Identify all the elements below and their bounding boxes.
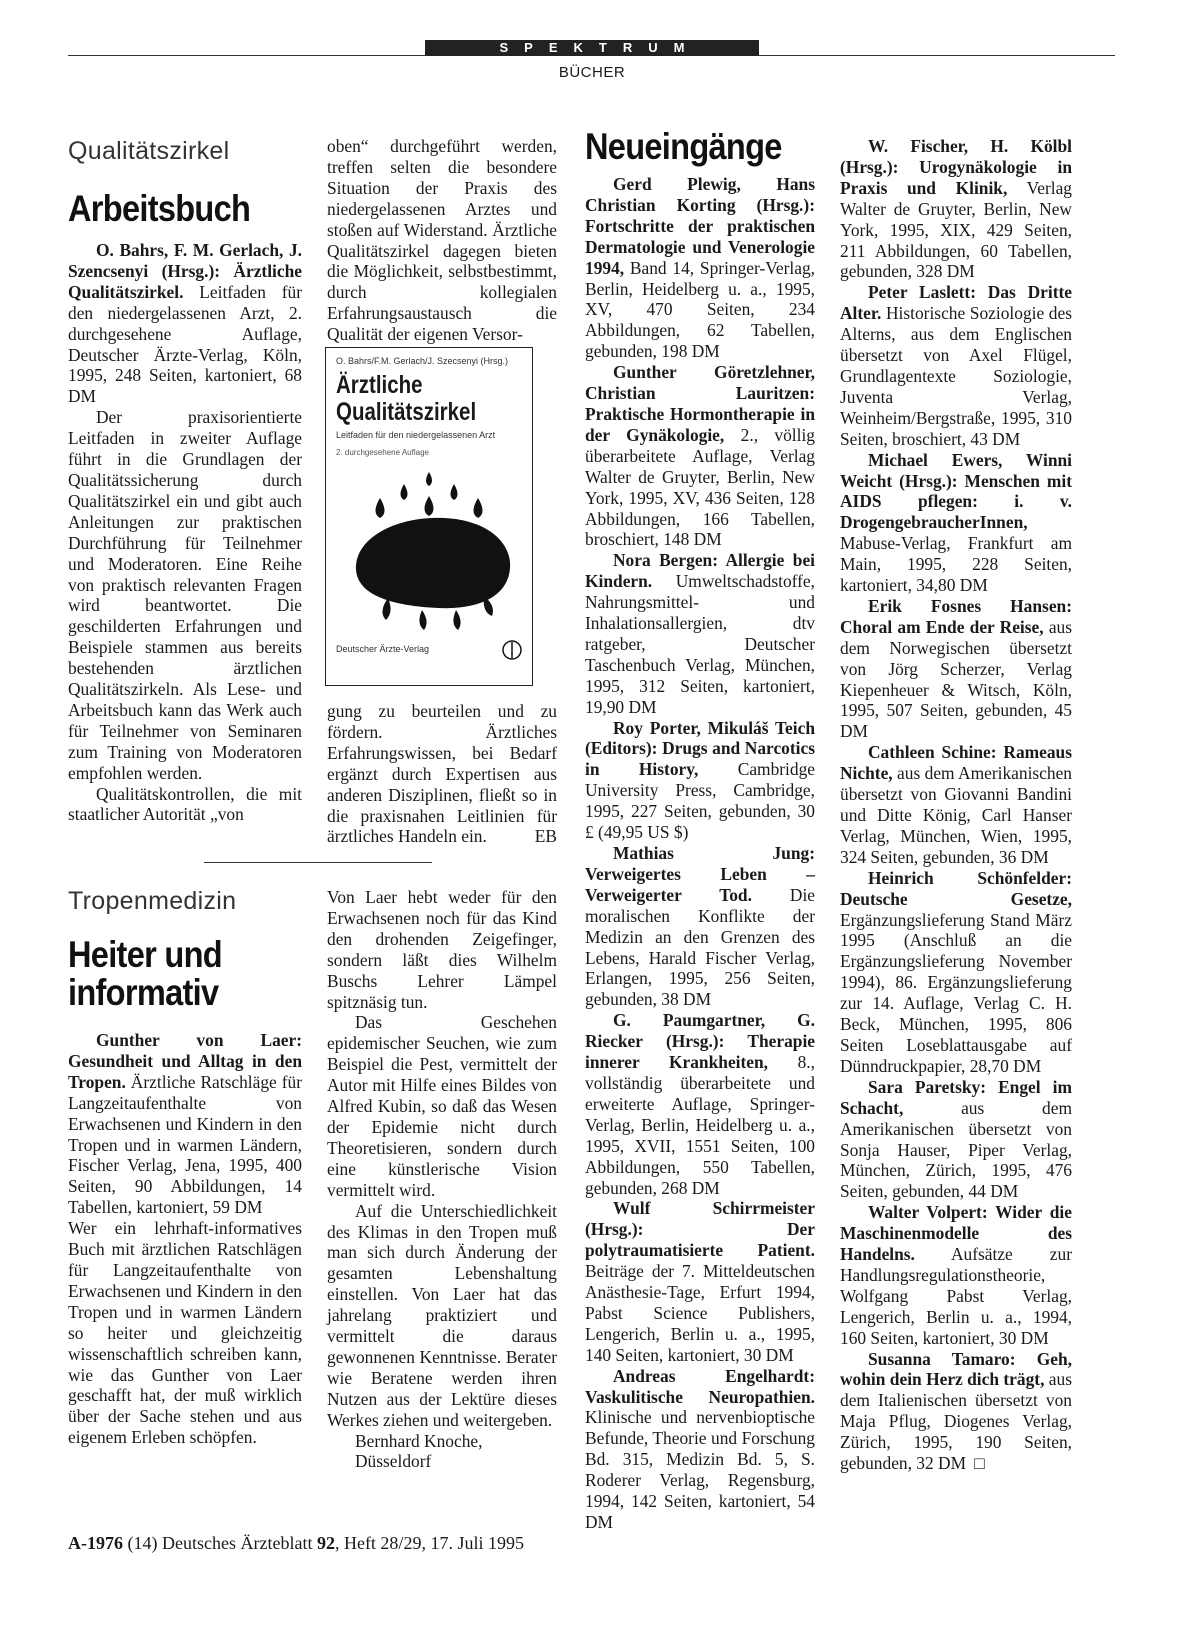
article2-paragraph1b: Von Laer hebt weder für den Erwachsenen noch für das Kind den drohenden Zeigefinger, sondern läßt dies Wilhelm Buschs Lehrer Lämpel spitznäsig tun.: [327, 887, 557, 1012]
article2-signature-name: Bernhard Knoche,: [355, 1430, 483, 1451]
article1-column2-bottom: [327, 701, 557, 847]
article2-paragraph2: Das Geschehen epidemischer Seuchen, wie zum Beispiel die Pest, vermittelt der Autor mit Hilfe eines Bildes von Alfred Kubin, so daß das Wesen der Epidemie nicht durch Theoretisieren, sondern durch eine künstlerische Vision vermittelt wird.: [327, 1012, 557, 1200]
article1-signature: EB: [534, 826, 557, 847]
section-banner: SPEKTRUM: [425, 40, 759, 56]
article1-paragraph2-end: gung zu beurteilen und zu fördern. Ärztliches Erfahrungswissen, bei Bedarf ergänzt durch Expertisen aus anderen Disziplinen, fließt so in die praxisnahen Leitlinien für ärztliches Handeln ein. EB: [327, 701, 557, 847]
cover-drop-illustration: [326, 348, 532, 685]
end-mark: □: [974, 1453, 985, 1474]
article2-citation: Gunther von Laer: Gesundheit und Alltag in den Tropen. Ärztliche Ratschläge für Langzeitaufenthalte von Erwachsenen und Kindern in den Tropen und in warmen Ländern, Fischer Verlag, Jena, 1995, 400 Seiten, 90 Abbildungen, 14 Tabellen, kartoniert, 59 DM: [68, 1030, 302, 1218]
article2-headline: Heiter und informativ: [68, 934, 222, 1013]
page-footer: [68, 1533, 524, 1554]
cover-subtitle: Leitfaden für den niedergelassenen Arzt: [336, 430, 496, 440]
book-entry: Gerd Plewig, Hans Christian Korting (Hrsg.): Fortschritte der praktischen Dermatologie und Venerologie 1994, Band 14, Springer-Verlag, Berlin, Heidelberg u. a., 1995, XV, 470 Seiten, 234 Abbildungen, 62 Tabellen, gebunden, 198 DM: [585, 174, 815, 362]
book-entry: Michael Ewers, Winni Weicht (Hrsg.): Menschen mit AIDS pflegen: i. v. DrogengebraucherInnen, Mabuse-Verlag, Frankfurt am Main, 1995, 228 Seiten, kartoniert, 34,80 DM: [840, 449, 1072, 596]
cover-drop-upper-right: [451, 484, 458, 500]
cover-title: Ärztliche Qualitätszirkel: [336, 371, 477, 426]
book-entry: Andreas Engelhardt: Vaskulitische Neuropathien. Klinische und nervenbioptische Befunde, Theorie und Forschung Bd. 315, Medizin Bd. 5, S. Roderer Verlag, Regensburg, 1994, 142 Seiten, kartoniert, 54 DM: [585, 1365, 815, 1532]
cover-edition: 2. durchgesehene Auflage: [336, 448, 429, 457]
article1-headline: Arbeitsbuch: [68, 188, 251, 229]
cover-drip-3: [453, 610, 460, 630]
article2-paragraph3: Auf die Unterschiedlichkeit des Klimas in den Tropen muß man sich durch Änderung der gesamten Lebenshaltung einstellen. Von Laer hat das jahrelang praktiziert und vermittelt die daraus gewonnenen Kenntnisse. Berater wie Beratene werden ihren Nutzen aus der Lektüre dieses Werkes ziehen und weitergeben.: [327, 1200, 557, 1430]
article-divider: [204, 862, 432, 863]
footer-volume: 92: [316, 1533, 335, 1553]
subsection-label: BÜCHER: [558, 64, 626, 81]
book-entry: Walter Volpert: Wider die Maschinenmodelle des Handelns. Aufsätze zur Handlungsregulationstheorie, Wolfgang Pabst Verlag, Lengerich, Berlin u. a., 1994, 160 Seiten, kartoniert, 30 DM: [840, 1202, 1072, 1348]
book-entry: G. Paumgartner, G. Riecker (Hrsg.): Therapie innerer Krankheiten, 8., vollständig überarbeitete und erweiterte Auflage, Springer-Verlag, Berlin, Heidelberg u. a., 1995, XVII, 1551 Seiten, 100 Abbildungen, 550 Tabellen, gebunden, 268 DM: [585, 1010, 815, 1198]
book-entry: Heinrich Schönfelder: Deutsche Gesetze, Ergänzungslieferung Stand März 1995 (Anschluß an die Ergänzungslieferung November 1994), 86. Ergänzungslieferung zur 14. Auflage, Verlag C. H. Beck, München, 1995, 806 Seiten Loseblattausgabe auf Dünndruckpapier, 28,70 DM: [840, 867, 1072, 1076]
book-entry: Roy Porter, Mikuláš Teich (Editors): Drugs and Narcotics in History, Cambridge University Press, Cambridge, 1995, 227 Seiten, gebunden, 30 £ (49,95 US $): [585, 717, 815, 843]
cover-drop-upper-left: [401, 484, 408, 500]
cover-drop-center: [425, 496, 434, 516]
book-entry: Wulf Schirrmeister (Hrsg.): Der polytraumatisierte Patient. Beiträge der 7. Mitteldeutschen Anästhesie-Tage, Erfurt 1994, Pabst Science Publishers, Lengerich, Berlin u. a., 1995, 140 Seiten, kartoniert, 30 DM: [585, 1198, 815, 1365]
article2-signature-city: Düsseldorf: [355, 1451, 432, 1472]
cover-drop-top: [426, 472, 432, 486]
book-entry: Mathias Jung: Verweigertes Leben – Verweigerter Tod. Die moralischen Konflikte der Medizin an den Grenzen des Lebens, Harald Fischer Verlag, Erlangen, 1995, 256 Seiten, gebunden, 38 DM: [585, 843, 815, 1010]
book-cover-image: [325, 347, 533, 686]
cover-drip-2: [419, 610, 426, 630]
article1-kicker: Qualitätszirkel: [68, 137, 230, 165]
cover-publisher: Deutscher Ärzte-Verlag: [336, 644, 430, 654]
article1-paragraph1: Der praxisorientierte Leitfaden in zweiter Auflage führt in die Grundlagen der Qualitätssicherung durch Qualitätszirkel ein und gibt auch Anleitungen zur praktischen Durchführung für Teilnehmer und Moderatoren. Eine Reihe von praktisch relevanten Fragen wird beantwortet. Die geschilderten Erfahrungen und Beispiele stammen aus bereits bestehenden ärztlichen Qualitätszirkeln. Als Lese- und Arbeitsbuch kann das Werk auch für Teilnehmer von Seminaren zum Training von Moderatoren empfohlen werden.: [68, 407, 302, 783]
article1-column2-top: [327, 136, 557, 345]
neueingaenge-headline: Neueingänge: [585, 126, 782, 167]
book-entry: Cathleen Schine: Rameaus Nichte, aus dem Amerikanischen übersetzt von Giovanni Bandini und Ditte König, Carl Hanser Verlag, München, Wien, 1995, 324 Seiten, gebunden, 36 DM: [840, 742, 1072, 867]
cover-authors: O. Bahrs/F.M. Gerlach/J. Szecsenyi (Hrsg.): [336, 356, 509, 366]
article1-paragraph2-middle: oben“ durchgeführt werden, treffen selten die besondere Situation der Praxis des niedergelassenen Arztes und stoßen auf Widerstand. Ärztliche Qualitätszirkel dagegen bieten die Möglichkeit, selbstbestimmt, durch kollegialen Erfahrungsaustausch die Qualität der eigenen Versor-: [327, 136, 557, 345]
book-entry: Susanna Tamaro: Geh, wohin dein Herz dich trägt, aus dem Italienischen übersetzt von Maja Pflug, Diogenes Verlag, Zürich, 1995, 190 Seiten, gebunden, 32 DM □: [840, 1348, 1072, 1474]
article2-column2: [327, 887, 557, 1472]
neueingaenge-column2: [840, 136, 1072, 1474]
cover-drip-1: [382, 598, 390, 620]
book-entry: Nora Bergen: Allergie bei Kindern. Umweltschadstoffe, Nahrungsmittel- und Inhalationsallergien, dtv ratgeber, Deutscher Taschenbuch Verlag, München, 1995, 312 Seiten, kartoniert, 19,90 DM: [585, 550, 815, 717]
article1-citation: O. Bahrs, F. M. Gerlach, J. Szencsenyi (Hrsg.): Ärztliche Qualitätszirkel. Leitfaden für den niedergelassenen Arzt, 2. durchgesehene Auflage, Deutscher Ärzte-Verlag, Köln, 1995, 248 Seiten, kartoniert, 68 DM: [68, 240, 302, 407]
book-entry: Peter Laslett: Das Dritte Alter. Historische Soziologie des Alterns, aus dem Englischen übersetzt von Axel Flügel, Grundlagentexte Soziologie, Juventa Verlag, Weinheim/Bergstraße, 1995, 310 Seiten, broschiert, 43 DM: [840, 282, 1072, 449]
article2-column1: [68, 1030, 302, 1448]
cover-drop-left: [376, 498, 385, 518]
footer-issue: , Heft 28/29, 17. Juli 1995: [334, 1533, 524, 1553]
article2-kicker: Tropenmedizin: [68, 887, 237, 915]
article1-paragraph2-start: Qualitätskontrollen, die mit staatlicher Autorität „von: [68, 783, 302, 825]
book-entry: Gunther Göretzlehner, Christian Lauritzen: Praktische Hormontherapie in der Gynäkologie, 2., völlig überarbeitete Auflage, Verlag Walter de Gruyter, Berlin, New York, 1995, XV, 436 Seiten, 128 Abbildungen, 166 Tabellen, broschiert, 148 DM: [585, 362, 815, 550]
cover-drop-right: [474, 498, 483, 518]
neueingaenge-column1: [585, 174, 815, 1533]
book-entry: Sara Paretsky: Engel im Schacht, aus dem Amerikanischen übersetzt von Sonja Hauser, Piper Verlag, München, Zürich, 1995, 476 Seiten, gebunden, 44 DM: [840, 1076, 1072, 1202]
article1-column1: [68, 240, 302, 825]
book-entry: W. Fischer, H. Kölbl (Hrsg.): Urogynäkologie in Praxis und Klinik, Verlag Walter de Gruyter, Berlin, New York, 1995, XIX, 429 Seiten, 211 Abbildungen, 60 Tabellen, gebunden, 328 DM: [840, 136, 1073, 282]
cover-blob: [356, 518, 510, 608]
footer-page-number: A-1976: [68, 1533, 123, 1553]
book-entry: Erik Fosnes Hansen: Choral am Ende der Reise, aus dem Norwegischen übersetzt von Jörg Scherzer, Verlag Kiepenheuer & Witsch, Köln, 1995, 507 Seiten, gebunden, 45 DM: [840, 595, 1073, 742]
footer-paren-page: (14): [127, 1533, 158, 1553]
article2-paragraph1: Wer ein lehrhaft-informatives Buch mit ärztlichen Ratschlägen für Langzeitaufenthalte von Erwachsenen und Kindern in den Tropen und in warmen Ländern so heiter und gleichzeitig wissenschaftlich schreiben kann, wie das Gunther von Laer geschafft hat, der muß wirklich über der Sache stehen und aus eigenem Erleben schöpfen.: [68, 1218, 302, 1448]
footer-journal: Deutsches Ärzteblatt: [162, 1533, 313, 1553]
